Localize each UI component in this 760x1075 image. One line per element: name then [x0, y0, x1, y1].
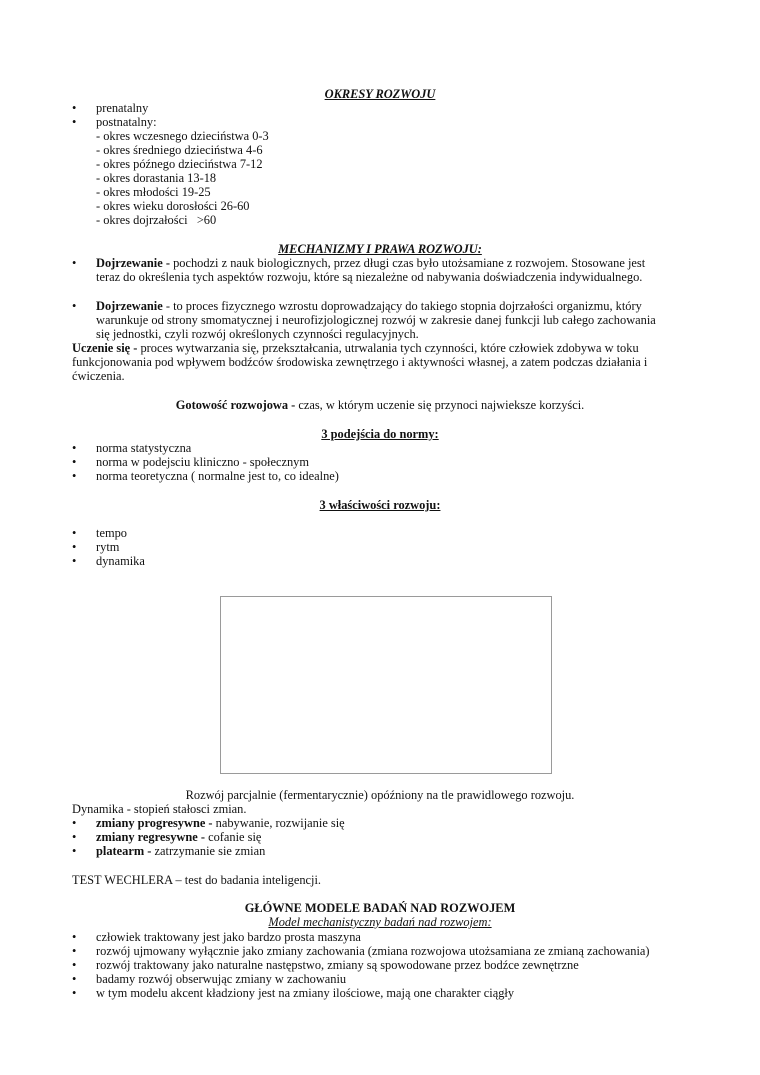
- bullet-marker: •: [72, 930, 77, 944]
- dynamika-line: Dynamika - stopień stałosci zmian.: [72, 802, 247, 816]
- sub-item: - okres wieku dorosłości 26-60: [96, 199, 250, 213]
- definition-text: czas, w którym uczenie się przynoci najwieksze korzyści.: [298, 398, 585, 412]
- gotowosc-line: [0, 398, 760, 412]
- term-platearm: platearm -: [96, 844, 155, 858]
- definition-line: [96, 299, 642, 313]
- list-item: rytm: [96, 540, 120, 554]
- bullet-marker: •: [72, 844, 77, 858]
- bullet-marker: •: [72, 469, 77, 483]
- list-item: prenatalny: [96, 101, 149, 115]
- figure-caption: Rozwój parcjalnie (fermentarycznie) opóźniony na tle prawidlowego rozwoju.: [185, 788, 575, 802]
- term-zmiany-regresywne: zmiany regresywne -: [96, 830, 209, 844]
- definition-text: zatrzymanie sie zmian: [154, 844, 266, 858]
- definition-text: proces wytwarzania się, przekształcania, utrwalania tych czynności, które człowiek zdobywa w toku: [140, 341, 639, 355]
- term-uczenie-sie: Uczenie się -: [72, 341, 141, 355]
- term-zmiany-progresywne: zmiany progresywne -: [96, 816, 216, 830]
- definition-text: nabywanie, rozwijanie się: [215, 816, 345, 830]
- heading-podejscia: 3 podejścia do normy:: [321, 427, 439, 441]
- definition-text: - to proces fizycznego wzrostu doprowadzający do takiego stopnia dojrzałości organizmu, który: [162, 299, 642, 313]
- bullet-marker: •: [72, 986, 77, 1000]
- sub-item: - okres późnego dzieciństwa 7-12: [96, 157, 263, 171]
- sub-item: - okres wczesnego dzieciństwa 0-3: [96, 129, 269, 143]
- bullet-marker: •: [72, 540, 77, 554]
- definition-line: [72, 341, 639, 355]
- list-item: [96, 816, 345, 830]
- definition-line: [96, 256, 645, 270]
- list-item: norma teoretyczna ( normalne jest to, co idealne): [96, 469, 339, 483]
- bullet-marker: •: [72, 526, 77, 540]
- list-item: postnatalny:: [96, 115, 157, 129]
- definition-line: się jednostki, czyli rozwój określonych czynności regulacyjnych.: [96, 327, 419, 341]
- sub-item: - okres średniego dzieciństwa 4-6: [96, 143, 263, 157]
- heading-glowne-modele: GŁÓWNE MODELE BADAŃ NAD ROZWOJEM: [244, 901, 516, 915]
- list-item: tempo: [96, 526, 127, 540]
- bullet-marker: •: [72, 256, 77, 270]
- definition-line: funkcjonowania pod wpływem bodźców środowiska zewnętrzego i aktywności własnej, a zatem podczas działania i: [72, 355, 648, 369]
- heading-okresy-rozwoju: OKRESY ROZWOJU: [324, 87, 436, 101]
- definition-text: pochodzi z nauk biologicznych, przez długi czas było utożsamiane z rozwojem. Stosowane jest: [173, 256, 646, 270]
- bullet-marker: •: [72, 554, 77, 568]
- bullet-marker: •: [72, 441, 77, 455]
- list-item: norma w podejsciu kliniczno - społecznym: [96, 455, 309, 469]
- bullet-marker: •: [72, 115, 77, 129]
- definition-line: ćwiczenia.: [72, 369, 125, 383]
- bullet-marker: •: [72, 958, 77, 972]
- bullet-marker: •: [72, 299, 77, 313]
- list-item: rozwój traktowany jako naturalne następstwo, zmiany są spowodowane przez bodźce zewnętrzne: [96, 958, 579, 972]
- list-item: w tym modelu akcent kładziony jest na zmiany ilościowe, mają one charakter ciągły: [96, 986, 515, 1000]
- list-item: norma statystyczna: [96, 441, 192, 455]
- list-item: dynamika: [96, 554, 145, 568]
- sub-item: - okres dojrzałości >60: [96, 213, 217, 227]
- bullet-marker: •: [72, 816, 77, 830]
- list-item: rozwój ujmowany wyłącznie jako zmiany zachowania (zmiana rozwojowa utożsamiana ze zmianą zachowania): [96, 944, 650, 958]
- definition-line: warunkuje od strony smomatycznej i neurofizjologicznej rozwój w zakresie danej funkcji lub całego zachowania: [96, 313, 656, 327]
- bullet-marker: •: [72, 101, 77, 115]
- list-item: człowiek traktowany jest jako bardzo prosta maszyna: [96, 930, 361, 944]
- sub-item: - okres młodości 19-25: [96, 185, 211, 199]
- figure-placeholder: [220, 596, 552, 774]
- heading-mechanizmy: MECHANIZMY I PRAWA ROZWOJU:: [278, 242, 482, 256]
- test-wechlera-line: TEST WECHLERA – test do badania inteligencji.: [72, 873, 322, 887]
- subheading-model-mechanistyczny: Model mechanistyczny badań nad rozwojem:: [268, 915, 492, 929]
- bullet-marker: •: [72, 944, 77, 958]
- definition-line: teraz do określenia tych aspektów rozwoju, które są niezależne od nabywania doświadczenia indywidualnego.: [96, 270, 643, 284]
- list-item: badamy rozwój obserwując zmiany w zachowaniu: [96, 972, 347, 986]
- list-item: [96, 844, 265, 858]
- term-gotowosc: Gotowość rozwojowa -: [175, 398, 299, 412]
- definition-text: cofanie się: [208, 830, 262, 844]
- sub-item: - okres dorastania 13-18: [96, 171, 217, 185]
- term-dojrzewanie: Dojrzewanie: [96, 299, 163, 313]
- term-dojrzewanie: Dojrzewanie -: [96, 256, 174, 270]
- bullet-marker: •: [72, 830, 77, 844]
- bullet-marker: •: [72, 455, 77, 469]
- list-item: [96, 830, 261, 844]
- bullet-marker: •: [72, 972, 77, 986]
- heading-wlasciwosci: 3 właściwości rozwoju:: [319, 498, 441, 512]
